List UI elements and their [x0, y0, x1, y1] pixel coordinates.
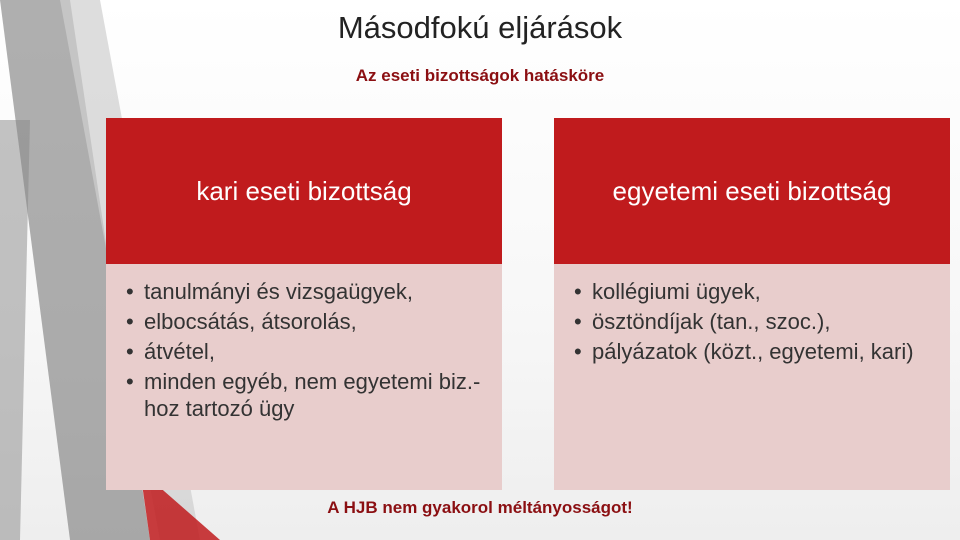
slide-subtitle: Az eseti bizottságok hatásköre: [355, 66, 605, 85]
bullet-item: • minden egyéb, nem egyetemi biz.-hoz tartozó ügy: [128, 368, 482, 422]
left-column-body: [106, 264, 502, 490]
slide-title: Másodfokú eljárások: [337, 10, 623, 45]
right-column-body: [554, 264, 950, 490]
left-bullet-list: [128, 278, 482, 422]
right-column-header: egyetemi eseti bizottság: [554, 118, 950, 264]
left-column-header: kari eseti bizottság: [106, 118, 502, 264]
decor-stripe-gray: [0, 120, 30, 540]
bullet-item: • átvétel,: [128, 338, 482, 365]
bullet-item: • pályázatok (közt., egyetemi, kari): [576, 338, 930, 365]
bullet-item: • tanulmányi és vizsgaügyek,: [128, 278, 482, 305]
footer-note: A HJB nem gyakorol méltányosságot!: [327, 498, 633, 517]
bullet-item: • ösztöndíjak (tan., szoc.),: [576, 308, 930, 335]
bullet-item: • kollégiumi ügyek,: [576, 278, 930, 305]
bullet-item: • elbocsátás, átsorolás,: [128, 308, 482, 335]
right-bullet-list: [576, 278, 930, 365]
